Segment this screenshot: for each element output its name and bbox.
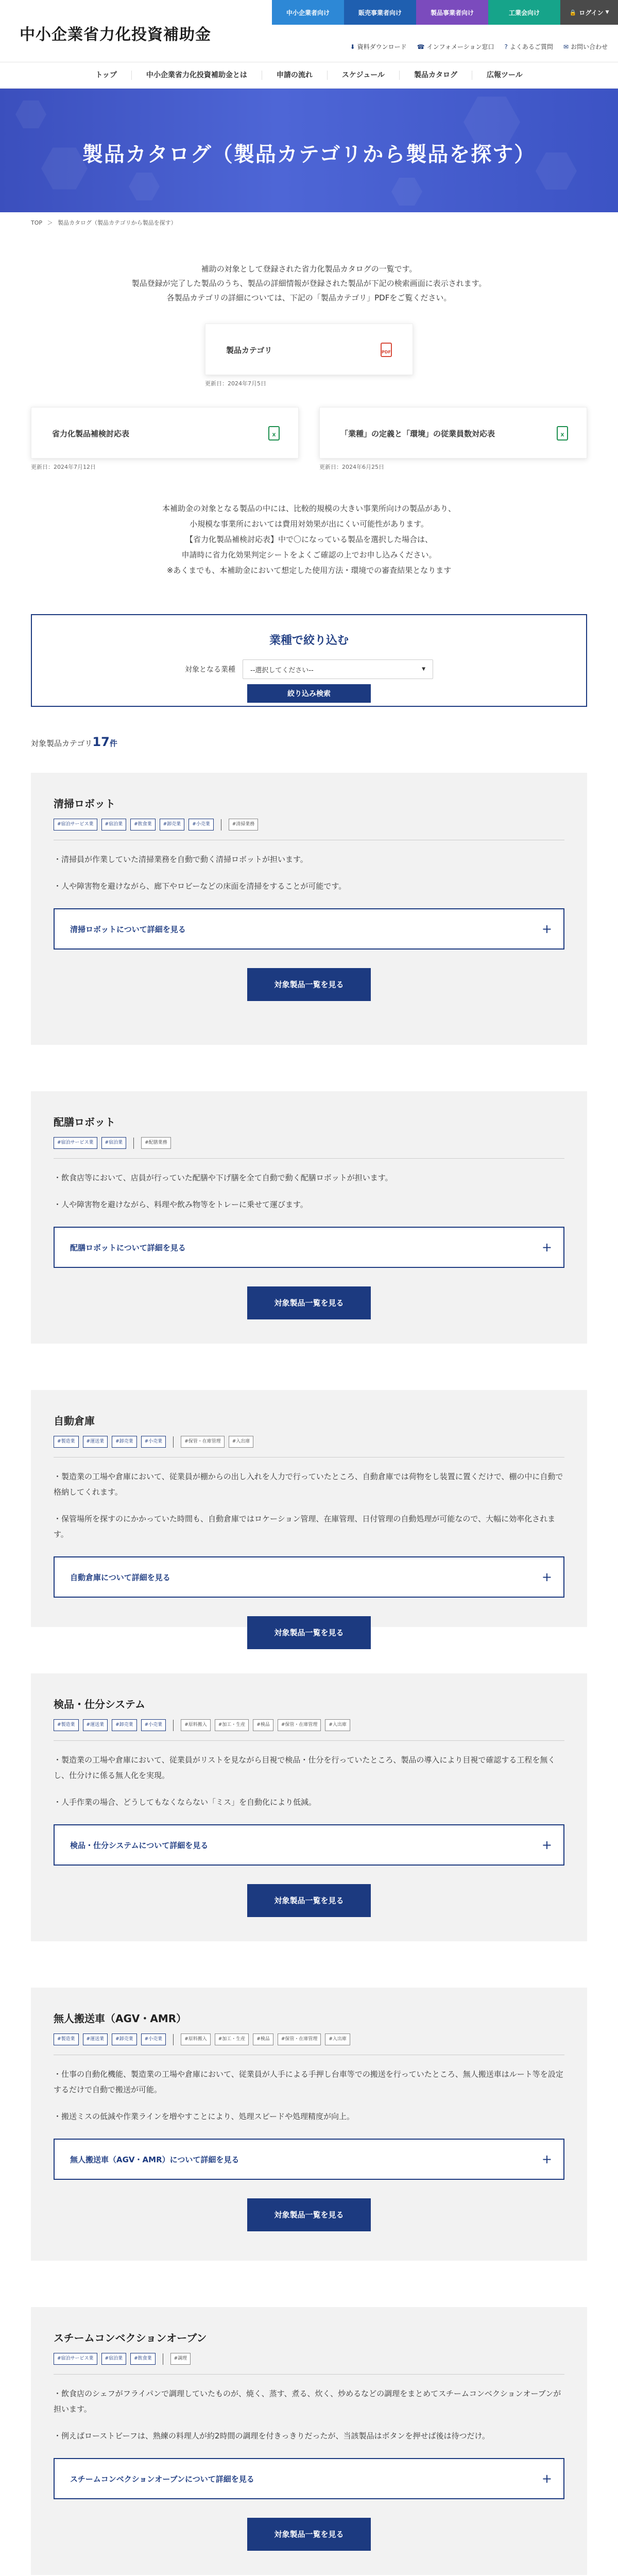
- plus-icon: +: [541, 2152, 552, 2166]
- tag-list: [54, 2353, 564, 2365]
- audience-tabs: [272, 0, 618, 25]
- note-line: 【省力化製品補検討応表】中で〇になっている製品を選択した場合は、: [185, 535, 433, 544]
- product-title: 無人搬送車（AGV・AMR）: [54, 2012, 187, 2025]
- count-unit: 件: [109, 739, 117, 748]
- document-cards: [31, 407, 587, 471]
- industry-tag[interactable]: #卸売業: [112, 1719, 137, 1731]
- global-nav: [0, 62, 618, 89]
- process-tag[interactable]: #加工・生産: [215, 1719, 249, 1731]
- divider: [54, 1158, 564, 1159]
- util-info[interactable]: [417, 42, 494, 51]
- industry-tag[interactable]: #運送業: [83, 2033, 108, 2045]
- tag-divider: [133, 1138, 134, 1149]
- product-title: スチームコンベクションオーブン: [54, 2332, 207, 2344]
- accordion-label: スチームコンベクションオーブンについて詳細を見る: [70, 2474, 254, 2484]
- tab-sme[interactable]: 中小企業者向け: [272, 0, 344, 25]
- process-tag[interactable]: #保管・在庫管理: [181, 1436, 225, 1448]
- breadcrumb-top[interactable]: TOP: [31, 219, 43, 226]
- download-icon: ⬇: [350, 43, 355, 50]
- details-accordion[interactable]: [54, 2139, 564, 2180]
- plus-icon: +: [541, 2471, 552, 2486]
- industry-tag[interactable]: #飲食業: [130, 2353, 156, 2365]
- industry-definition-label: 「業種」の定義と「環境」の従業員数対応表: [340, 429, 495, 438]
- intro-text: [0, 262, 618, 305]
- view-products-button[interactable]: 対象製品一覧を見る: [247, 2198, 371, 2231]
- tab-vendor[interactable]: 販売事業者向け: [344, 0, 416, 25]
- industry-tag[interactable]: #小売業: [141, 1719, 166, 1731]
- process-tag[interactable]: #加工・生産: [215, 2033, 249, 2045]
- view-products-button[interactable]: 対象製品一覧を見る: [247, 2518, 371, 2551]
- process-tag[interactable]: #原料搬入: [181, 1719, 211, 1731]
- page-title: 製品カタログ（製品カテゴリから製品を探す）: [82, 143, 536, 166]
- excel-icon: X: [268, 426, 280, 440]
- category-pdf-card[interactable]: [205, 324, 413, 375]
- product-description: ・飲食店等において、店員が行っていた配膳や下げ膳を全て自動で動く配膳ロボットが担います。: [54, 1173, 393, 1182]
- process-tag[interactable]: #入出庫: [325, 2033, 350, 2045]
- process-tag[interactable]: #入出庫: [325, 1719, 350, 1731]
- nav-schedule[interactable]: スケジュール: [327, 71, 399, 80]
- process-tag[interactable]: #調理: [170, 2353, 191, 2365]
- industry-tag[interactable]: #小売業: [188, 819, 214, 831]
- tag-divider: [173, 1720, 174, 1731]
- product-description: ・搬送ミスの低減や作業ラインを増やすことにより、処理スピードや処理精度が向上。: [54, 2112, 354, 2121]
- tag-divider: [173, 2034, 174, 2045]
- count-value: 17: [92, 735, 110, 749]
- accordion-label: 自動倉庫について詳細を見る: [70, 1572, 170, 1582]
- breadcrumb-current: 製品カタログ（製品カテゴリから製品を探す）: [58, 219, 177, 226]
- question-icon: ?: [504, 43, 508, 50]
- note-line: 小規模な事業所においては費用対効果が出にくい可能性があります。: [190, 519, 428, 529]
- site-title[interactable]: 中小企業省力化投資補助金: [20, 26, 211, 44]
- intro-line: 各製品カテゴリの詳細については、下記の「製品カテゴリ」PDFをご覧ください。: [166, 293, 452, 302]
- product-description: ・清掃員が作業していた清掃業務を自動で動く清掃ロボットが担います。: [54, 855, 308, 864]
- product-description: ・飲食店のシェフがフライパンで調理していたものが、焼く、蒸す、煮る、炊く、炒めるなどの調理をまとめてスチームコンベクションオーブンが担います。: [54, 2389, 561, 2414]
- industry-tag[interactable]: #小売業: [141, 1436, 166, 1448]
- tab-manufacturer[interactable]: 製品事業者向け: [416, 0, 488, 25]
- util-faq[interactable]: [505, 42, 553, 51]
- industry-filter: [31, 614, 587, 707]
- accordion-label: 清掃ロボットについて詳細を見る: [70, 924, 186, 934]
- industry-tag[interactable]: #小売業: [141, 2033, 166, 2045]
- process-tag[interactable]: #清掃業務: [229, 819, 259, 831]
- product-description: ・例えばローストビーフは、熟練の料理人が約2時間の調理を付きっきりだったが、当該製品はボタンを押せば後は待つだけ。: [54, 2431, 490, 2441]
- product-description: ・製造業の工場や倉庫において、従業員が棚からの出し入れを人力で行っていたところ、自動倉庫では荷物をし装置に置くだけで、棚の中に自動で格納してくれます。: [54, 1472, 563, 1497]
- details-accordion[interactable]: [54, 2458, 564, 2499]
- accordion-label: 無人搬送車（AGV・AMR）について詳細を見る: [70, 2155, 239, 2164]
- nav-pr-tools[interactable]: 広報ツール: [472, 71, 537, 80]
- accordion-label: 検品・仕分システムについて詳細を見る: [70, 1840, 209, 1850]
- chevron-down-icon: ▼: [422, 667, 425, 672]
- hex-decoration: [129, 171, 160, 202]
- divider: [54, 1457, 564, 1458]
- pdf-icon: PDF: [381, 343, 392, 357]
- notes-text: [0, 501, 618, 578]
- details-accordion[interactable]: [54, 1556, 564, 1598]
- hex-decoration: [15, 99, 46, 130]
- effect-table-updated: 更新日：2024年7月12日: [31, 464, 96, 470]
- plus-icon: +: [541, 922, 552, 936]
- util-download-label: 資料ダウンロード: [357, 43, 407, 50]
- breadcrumb: [0, 212, 618, 233]
- industry-tag[interactable]: #宿泊サービス業: [54, 819, 97, 831]
- filter-search-button[interactable]: 絞り込み検索: [247, 684, 371, 703]
- process-tag[interactable]: #入出庫: [229, 1436, 254, 1448]
- process-tag[interactable]: #原料搬入: [181, 2033, 211, 2045]
- util-info-label: インフォメーション窓口: [426, 43, 494, 50]
- industry-select[interactable]: [243, 659, 433, 679]
- login-label: ログイン: [579, 9, 604, 16]
- phone-icon: ☎: [417, 43, 425, 50]
- industry-select-value: --選択してください--: [250, 666, 314, 674]
- product-title: 清掃ロボット: [54, 798, 115, 810]
- product-description: ・仕事の自動化機能、製造業の工場や倉庫において、従業員が人手による手押し台車等での搬送を行っていたところ、無人搬送車はルート等を設定するだけで自動で搬送が可能。: [54, 2070, 563, 2094]
- view-products-button[interactable]: 対象製品一覧を見る: [247, 968, 371, 1001]
- lock-icon: 🔒: [569, 9, 577, 16]
- industry-tag[interactable]: #卸売業: [112, 1436, 137, 1448]
- product-list: [0, 773, 618, 2576]
- industry-tag[interactable]: #卸売業: [112, 2033, 137, 2045]
- breadcrumb-separator: ＞: [47, 219, 53, 226]
- tag-list: [54, 1436, 564, 1448]
- industry-definition-updated: 更新日：2024年6月25日: [319, 464, 384, 470]
- product-title: 自動倉庫: [54, 1415, 95, 1427]
- process-tag[interactable]: #保管・在庫管理: [278, 1719, 321, 1731]
- industry-tag[interactable]: #製造業: [54, 1719, 79, 1731]
- tag-list: [54, 1719, 564, 1731]
- filter-title: 業種で絞り込む: [269, 634, 349, 647]
- product-section: [31, 1988, 587, 2261]
- site-header: [0, 0, 618, 62]
- tag-list: [54, 819, 564, 831]
- excel-icon: X: [557, 426, 568, 440]
- plus-icon: +: [541, 1838, 552, 1852]
- category-pdf-label: 製品カテゴリ: [226, 346, 272, 355]
- note-line: 本補助金の対象となる製品の中には、比較的規模の大きい事業所向けの製品があり、: [162, 504, 456, 513]
- util-contact[interactable]: [563, 42, 608, 51]
- plus-icon: +: [541, 1240, 552, 1255]
- util-contact-label: お問い合わせ: [570, 43, 608, 50]
- industry-tag[interactable]: #製造業: [54, 1436, 79, 1448]
- utility-links: [350, 42, 608, 51]
- nav-flow[interactable]: 申請の流れ: [262, 71, 327, 80]
- hex-decoration: [391, 176, 422, 207]
- category-pdf-updated: 更新日：2024年7月5日: [205, 380, 266, 387]
- effect-table-card[interactable]: [31, 407, 299, 459]
- nav-about[interactable]: 中小企業省力化投資補助金とは: [131, 71, 262, 80]
- mail-icon: ✉: [563, 43, 569, 50]
- tag-divider: [173, 1436, 174, 1448]
- product-description: ・人や障害物を避けながら、料理や飲み物等をトレーに乗せて運びます。: [54, 1200, 308, 1209]
- industry-tag[interactable]: #製造業: [54, 2033, 79, 2045]
- details-accordion[interactable]: [54, 1227, 564, 1268]
- util-download[interactable]: [350, 42, 407, 51]
- view-products-button[interactable]: 対象製品一覧を見る: [247, 1884, 371, 1917]
- tag-list: [54, 2033, 564, 2045]
- product-section: [31, 2307, 587, 2575]
- util-faq-label: よくあるご質問: [509, 43, 553, 50]
- view-products-button[interactable]: 対象製品一覧を見る: [247, 1616, 371, 1649]
- industry-tag[interactable]: #宿泊業: [101, 819, 127, 831]
- industry-definition-card[interactable]: [319, 407, 587, 459]
- process-tag[interactable]: #配膳業務: [141, 1137, 171, 1149]
- filter-label: 対象となる業種: [185, 666, 235, 674]
- process-tag[interactable]: #保管・在庫管理: [278, 2033, 321, 2045]
- chevron-down-icon: ▼: [605, 10, 609, 15]
- result-count: [31, 735, 587, 749]
- nav-top[interactable]: トップ: [95, 71, 117, 79]
- product-section: [31, 1390, 587, 1637]
- product-description: ・人手作業の場合、どうしてもなくならない「ミス」を自動化により低減。: [54, 1798, 317, 1807]
- details-accordion[interactable]: [54, 908, 564, 950]
- product-description: ・人や障害物を避けながら、廊下やロビーなどの床面を清掃をすることが可能です。: [54, 882, 347, 891]
- divider: [54, 1740, 564, 1741]
- product-title: 配膳ロボット: [54, 1116, 115, 1128]
- count-prefix: 対象製品カテゴリ: [31, 739, 93, 748]
- note-line: ※あくまでも、本補助金において想定した使用方法・環境での審査結果となります: [166, 566, 452, 575]
- process-tag[interactable]: #検品: [253, 1719, 273, 1731]
- product-section: [31, 1091, 587, 1344]
- industry-tag[interactable]: #宿泊業: [101, 1137, 127, 1149]
- product-section: [31, 773, 587, 1045]
- plus-icon: +: [541, 1570, 552, 1584]
- effect-table-label: 省力化製品補検討応表: [52, 429, 130, 438]
- product-description: ・製造業の工場や倉庫において、従業員がリストを見ながら目視で検品・仕分を行っていたところ、製品の導入により目視で確認する工程を無くし、仕分けに係る無人化を実現。: [54, 1755, 556, 1780]
- nav-catalog[interactable]: 製品カタログ: [399, 71, 472, 80]
- industry-tag[interactable]: #宿泊業: [101, 2353, 127, 2365]
- hero-banner: [0, 89, 618, 212]
- tab-association[interactable]: 工業会向け: [488, 0, 560, 25]
- product-title: 検品・仕分システム: [54, 1698, 145, 1710]
- industry-tag[interactable]: #運送業: [83, 1436, 108, 1448]
- divider: [54, 2374, 564, 2375]
- industry-tag[interactable]: #飲食業: [130, 819, 156, 831]
- details-accordion[interactable]: [54, 1824, 564, 1866]
- product-section: [31, 1673, 587, 1941]
- product-description: ・保管場所を探すのにかかっていた時間も、自動倉庫ではロケーション管理、在庫管理、日付管理の自動処理が可能なので、大幅に効率化されます。: [54, 1514, 556, 1539]
- industry-tag[interactable]: #運送業: [83, 1719, 108, 1731]
- login-button[interactable]: [560, 0, 618, 25]
- industry-tag[interactable]: #卸売業: [160, 819, 185, 831]
- process-tag[interactable]: #検品: [253, 2033, 273, 2045]
- note-line: 申請時に省力化効果判定シートをよくご確認の上でお申し込みください。: [181, 550, 437, 560]
- accordion-label: 配膳ロボットについて詳細を見る: [70, 1243, 186, 1252]
- intro-line: 補助の対象として登録された省力化製品カタログの一覧です。: [201, 264, 417, 274]
- industry-tag[interactable]: #宿泊サービス業: [54, 1137, 97, 1149]
- tag-list: [54, 1137, 564, 1149]
- intro-line: 製品登録が完了した製品のうち、製品の詳細情報が登録された製品が下記の検索画面に表示されます。: [131, 279, 487, 288]
- industry-tag[interactable]: #宿泊サービス業: [54, 2353, 97, 2365]
- view-products-button[interactable]: 対象製品一覧を見る: [247, 1286, 371, 1319]
